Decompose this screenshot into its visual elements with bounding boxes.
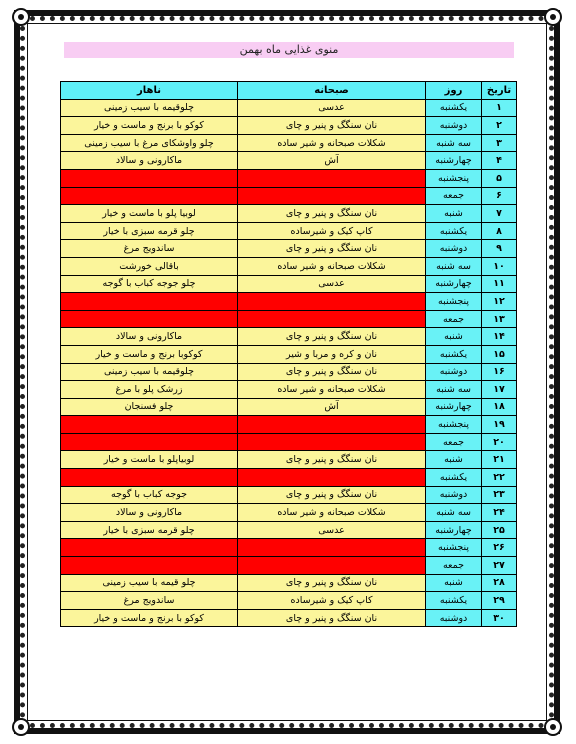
table-row: [61, 293, 517, 311]
day-cell: یکشنبه: [426, 222, 482, 240]
date-cell: ۱۰: [482, 257, 517, 275]
breakfast-cell: نان سنگگ و پنیر و چای: [238, 574, 426, 592]
table-row: [61, 381, 517, 399]
lunch-cell: چلو قیمه با سیب زمینی: [61, 574, 238, 592]
lunch-cell: [61, 310, 238, 328]
date-cell: ۲۳: [482, 486, 517, 504]
breakfast-cell: شکلات صبحانه و شیر ساده: [238, 134, 426, 152]
date-cell: ۲۷: [482, 557, 517, 575]
lunch-cell: چلو قرمه سبزی با خیار: [61, 222, 238, 240]
lunch-cell: لوبیا پلو با ماست و خیار: [61, 205, 238, 223]
header-lunch: ناهار: [61, 82, 238, 100]
breakfast-cell: شکلات صبحانه و شیر ساده: [238, 257, 426, 275]
breakfast-cell: عدسی: [238, 275, 426, 293]
breakfast-cell: [238, 469, 426, 487]
table-row: [61, 99, 517, 117]
day-cell: چهارشنبه: [426, 152, 482, 170]
day-cell: دوشنبه: [426, 609, 482, 627]
table-row: [61, 187, 517, 205]
table-row: [61, 169, 517, 187]
day-cell: دوشنبه: [426, 240, 482, 258]
date-cell: ۲۶: [482, 539, 517, 557]
breakfast-cell: [238, 416, 426, 434]
date-cell: ۱۸: [482, 398, 517, 416]
breakfast-cell: نان سنگگ و پنیر و چای: [238, 451, 426, 469]
breakfast-cell: کاپ کیک و شیرساده: [238, 222, 426, 240]
date-cell: ۱: [482, 99, 517, 117]
table-row: [61, 152, 517, 170]
day-cell: چهارشنبه: [426, 521, 482, 539]
day-cell: پنجشنبه: [426, 293, 482, 311]
lunch-cell: باقالی خورشت: [61, 257, 238, 275]
lunch-cell: چلو واوشکای مرغ با سیب زمینی: [61, 134, 238, 152]
table-row: [61, 257, 517, 275]
day-cell: جمعه: [426, 187, 482, 205]
date-cell: ۲۵: [482, 521, 517, 539]
lunch-cell: کوکو با برنج و ماست و خیار: [61, 609, 238, 627]
day-cell: چهارشنبه: [426, 398, 482, 416]
breakfast-cell: عدسی: [238, 99, 426, 117]
table-row: [61, 416, 517, 434]
breakfast-cell: آش: [238, 398, 426, 416]
date-cell: ۸: [482, 222, 517, 240]
breakfast-cell: نان سنگگ و پنیر و چای: [238, 205, 426, 223]
breakfast-cell: نان سنگگ و پنیر و چای: [238, 117, 426, 135]
lunch-cell: ماکارونی و سالاد: [61, 504, 238, 522]
date-cell: ۲۱: [482, 451, 517, 469]
breakfast-cell: نان و کره و مربا و شیر: [238, 345, 426, 363]
day-cell: پنجشنبه: [426, 416, 482, 434]
day-cell: جمعه: [426, 310, 482, 328]
day-cell: یکشنبه: [426, 592, 482, 610]
table-row: [61, 117, 517, 135]
table-row: [61, 504, 517, 522]
breakfast-cell: شکلات صبحانه و شیر ساده: [238, 381, 426, 399]
date-cell: ۱۳: [482, 310, 517, 328]
breakfast-cell: نان سنگگ و پنیر و چای: [238, 328, 426, 346]
lunch-cell: [61, 557, 238, 575]
corner-ornament-icon: [12, 718, 30, 736]
lunch-cell: [61, 293, 238, 311]
breakfast-cell: نان سنگگ و پنیر و چای: [238, 363, 426, 381]
day-cell: پنجشنبه: [426, 169, 482, 187]
date-cell: ۲۸: [482, 574, 517, 592]
breakfast-cell: نان سنگگ و پنیر و چای: [238, 609, 426, 627]
day-cell: جمعه: [426, 557, 482, 575]
page-title: منوی غذایی ماه بهمن: [64, 42, 514, 58]
date-cell: ۱۴: [482, 328, 517, 346]
date-cell: ۳۰: [482, 609, 517, 627]
breakfast-cell: کاپ کیک و شیرساده: [238, 592, 426, 610]
lunch-cell: چلو جوجه کباب با گوجه: [61, 275, 238, 293]
date-cell: ۲: [482, 117, 517, 135]
date-cell: ۷: [482, 205, 517, 223]
menu-table: [60, 81, 517, 627]
lunch-cell: چلوقیمه با سیب زمینی: [61, 99, 238, 117]
day-cell: سه شنبه: [426, 381, 482, 399]
lunch-cell: جوجه کباب با گوجه: [61, 486, 238, 504]
table-row: [61, 398, 517, 416]
table-row: [61, 451, 517, 469]
lunch-cell: ماکارونی و سالاد: [61, 328, 238, 346]
lunch-cell: چلو فسنجان: [61, 398, 238, 416]
date-cell: ۵: [482, 169, 517, 187]
lunch-cell: چلوقیمه با سیب زمینی: [61, 363, 238, 381]
day-cell: دوشنبه: [426, 363, 482, 381]
day-cell: دوشنبه: [426, 486, 482, 504]
day-cell: شنبه: [426, 328, 482, 346]
lunch-cell: [61, 169, 238, 187]
lunch-cell: چلو قرمه سبزی با خیار: [61, 521, 238, 539]
day-cell: سه شنبه: [426, 504, 482, 522]
date-cell: ۱۶: [482, 363, 517, 381]
date-cell: ۱۹: [482, 416, 517, 434]
breakfast-cell: نان سنگگ و پنیر و چای: [238, 486, 426, 504]
header-breakfast: صبحانه: [238, 82, 426, 100]
lunch-cell: کوکوبا برنج و ماست و خیار: [61, 345, 238, 363]
table-row: [61, 134, 517, 152]
header-date: تاریخ: [482, 82, 517, 100]
table-row: [61, 574, 517, 592]
date-cell: ۲۹: [482, 592, 517, 610]
corner-ornament-icon: [544, 718, 562, 736]
date-cell: ۲۴: [482, 504, 517, 522]
day-cell: شنبه: [426, 451, 482, 469]
breakfast-cell: [238, 169, 426, 187]
table-row: [61, 363, 517, 381]
lunch-cell: ساندویج مرغ: [61, 240, 238, 258]
breakfast-cell: نان سنگگ و پنیر و چای: [238, 240, 426, 258]
breakfast-cell: شکلات صبحانه و شیر ساده: [238, 504, 426, 522]
breakfast-cell: [238, 310, 426, 328]
breakfast-cell: [238, 187, 426, 205]
table-row: [61, 275, 517, 293]
table-row: [61, 486, 517, 504]
table-row: [61, 557, 517, 575]
table-row: [61, 345, 517, 363]
table-row: [61, 240, 517, 258]
table-row: [61, 521, 517, 539]
date-cell: ۲۰: [482, 433, 517, 451]
lunch-cell: ساندویج مرغ: [61, 592, 238, 610]
table-row: [61, 222, 517, 240]
date-cell: ۱۷: [482, 381, 517, 399]
table-row: [61, 433, 517, 451]
day-cell: شنبه: [426, 205, 482, 223]
lunch-cell: [61, 539, 238, 557]
header-day: روز: [426, 82, 482, 100]
lunch-cell: کوکو با برنج و ماست و خیار: [61, 117, 238, 135]
day-cell: جمعه: [426, 433, 482, 451]
day-cell: پنجشنبه: [426, 539, 482, 557]
menu-table-body: [61, 99, 517, 627]
date-cell: ۱۲: [482, 293, 517, 311]
date-cell: ۹: [482, 240, 517, 258]
table-row: [61, 539, 517, 557]
day-cell: شنبه: [426, 574, 482, 592]
breakfast-cell: [238, 433, 426, 451]
day-cell: سه شنبه: [426, 134, 482, 152]
breakfast-cell: [238, 539, 426, 557]
lunch-cell: [61, 469, 238, 487]
table-row: [61, 205, 517, 223]
day-cell: دوشنبه: [426, 117, 482, 135]
lunch-cell: [61, 187, 238, 205]
table-row: [61, 609, 517, 627]
date-cell: ۲۲: [482, 469, 517, 487]
corner-ornament-icon: [12, 8, 30, 26]
day-cell: یکشنبه: [426, 99, 482, 117]
table-row: [61, 328, 517, 346]
lunch-cell: زرشک پلو با مرغ: [61, 381, 238, 399]
breakfast-cell: عدسی: [238, 521, 426, 539]
day-cell: یکشنبه: [426, 345, 482, 363]
table-row: [61, 592, 517, 610]
date-cell: ۴: [482, 152, 517, 170]
day-cell: چهارشنبه: [426, 275, 482, 293]
lunch-cell: [61, 416, 238, 434]
date-cell: ۶: [482, 187, 517, 205]
day-cell: یکشنبه: [426, 469, 482, 487]
lunch-cell: ماکارونی و سالاد: [61, 152, 238, 170]
table-row: [61, 310, 517, 328]
breakfast-cell: [238, 293, 426, 311]
date-cell: ۱۱: [482, 275, 517, 293]
lunch-cell: لوبیاپلو با ماست و خیار: [61, 451, 238, 469]
breakfast-cell: [238, 557, 426, 575]
date-cell: ۳: [482, 134, 517, 152]
day-cell: سه شنبه: [426, 257, 482, 275]
table-header-row: [61, 82, 517, 100]
lunch-cell: [61, 433, 238, 451]
date-cell: ۱۵: [482, 345, 517, 363]
corner-ornament-icon: [544, 8, 562, 26]
breakfast-cell: آش: [238, 152, 426, 170]
table-row: [61, 469, 517, 487]
